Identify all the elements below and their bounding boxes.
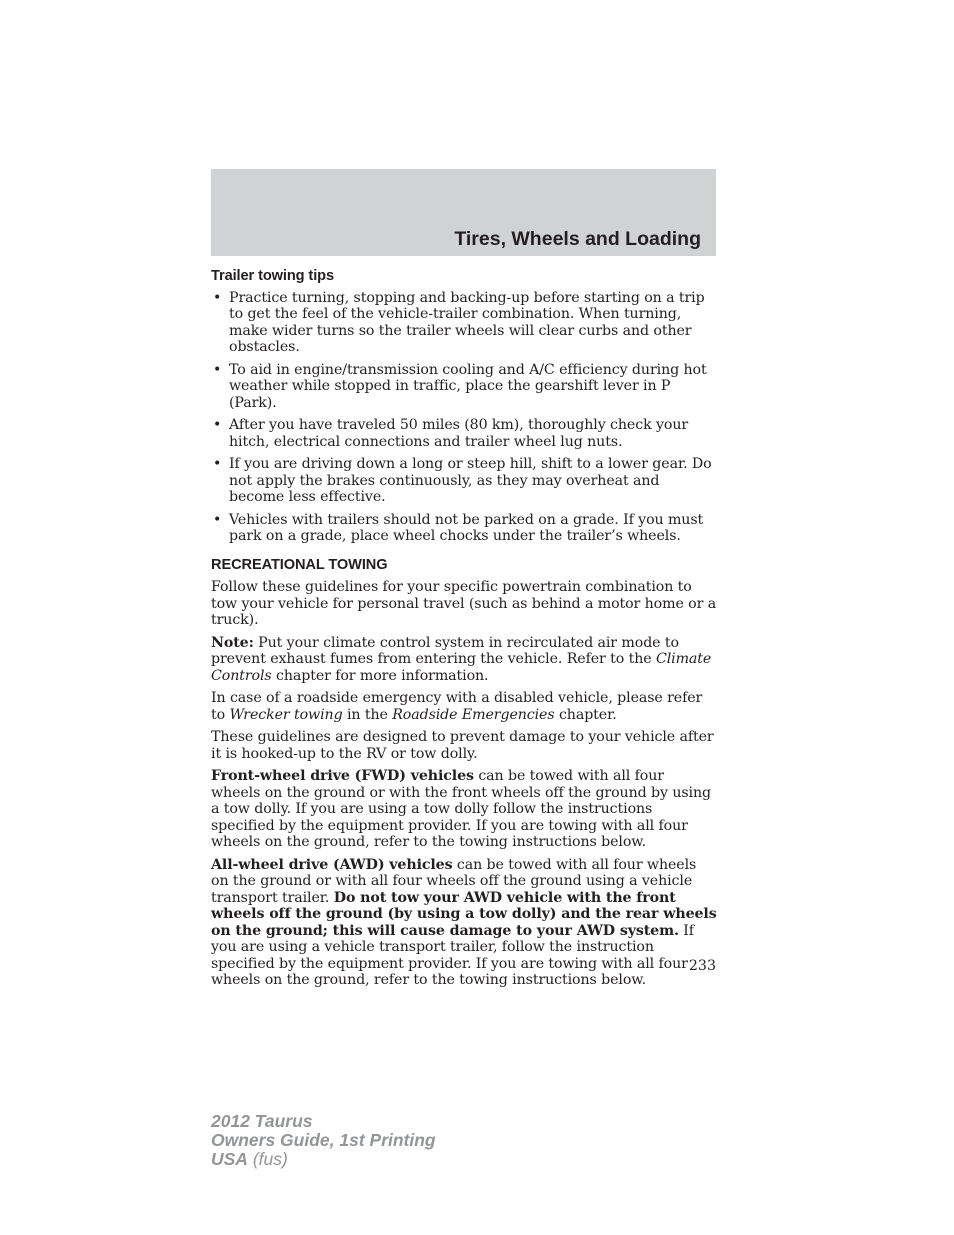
- fwd-paragraph: Front-wheel drive (FWD) vehicles can be towed with all four wheels on the ground or with the front wheels off the ground by using a tow dolly. If you are using a tow dolly follow the instructions specified by the equipment provider. If you are towing with all four wheels on the ground, refer to the towing instructions below.: [211, 768, 711, 850]
- awd-paragraph: All-wheel drive (AWD) vehicles can be towed with all four wheels on the ground or with all four wheels off the ground using a vehicle transport trailer. Do not tow your AWD vehicle with the front wheels off the ground (by using a tow dolly) and the rear wheels on the ground; this will cause damage to your AWD system. If you are using a vehicle transport trailer, follow the instruction specified by the equipment provider. If you are towing with all four wheels on the ground, refer to the towing instructions below.: [211, 856, 717, 988]
- footer-region: USA (fus): [211, 1149, 288, 1169]
- note-label: Note:: [211, 634, 254, 651]
- footer-guide: Owners Guide, 1st Printing: [211, 1130, 436, 1150]
- page-number: 233: [688, 958, 716, 974]
- climate-controls-reference: Climate Controls: [211, 651, 712, 684]
- roadside-emergencies-reference: Roadside Emergencies: [392, 706, 555, 723]
- section-title: Tires, Wheels and Loading: [454, 228, 701, 250]
- page-content: [211, 266, 717, 995]
- awd-label: All-wheel drive (AWD) vehicles: [211, 856, 453, 873]
- document-footer: [211, 1112, 436, 1169]
- awd-warning: Do not tow your AWD vehicle with the front wheels off the ground (by using a tow dolly) and the rear wheels on the ground; this will cause damage to your AWD system.: [211, 889, 717, 939]
- list-item: • If you are driving down a long or steep hill, shift to a lower gear. Do not apply the brakes continuously, as they may overheat and become less effective.: [211, 456, 717, 506]
- list-item: • Practice turning, stopping and backing-up before starting on a trip to get the feel of the vehicle-trailer combination. When turning, make wider turns so the trailer wheels will clear curbs and other obstacles.: [211, 290, 717, 356]
- emergency-paragraph: In case of a roadside emergency with a disabled vehicle, please refer to Wrecker towing in the Roadside Emergencies chapter.: [211, 690, 703, 723]
- trailer-tips-heading: Trailer towing tips: [211, 268, 334, 284]
- footer-model: 2012 Taurus: [211, 1111, 313, 1131]
- intro-paragraph: Follow these guidelines for your specific powertrain combination to tow your vehicle for personal travel (such as behind a motor home or a truck).: [211, 579, 717, 628]
- fwd-label: Front-wheel drive (FWD) vehicles: [211, 768, 474, 784]
- guidelines-paragraph: These guidelines are designed to prevent damage to your vehicle after it is hooked-up to the RV or tow dolly.: [211, 729, 714, 762]
- trailer-tips-list: [211, 290, 717, 545]
- list-item: • To aid in engine/transmission cooling and A/C efficiency during hot weather while stopped in traffic, place the gearshift lever in P (Park).: [211, 362, 717, 412]
- list-item: • Vehicles with trailers should not be parked on a grade. If you must park on a grade, place wheel chocks under the trailer’s wheels.: [211, 512, 717, 545]
- wrecker-towing-reference: Wrecker towing: [229, 706, 343, 723]
- note-paragraph: Note: Put your climate control system in recirculated air mode to prevent exhaust fumes from entering the vehicle. Refer to the Climate Controls chapter for more information.: [211, 634, 712, 684]
- section-header-band: [211, 169, 716, 256]
- list-item: • After you have traveled 50 miles (80 km), thoroughly check your hitch, electrical connections and trailer wheel lug nuts.: [211, 417, 717, 450]
- recreational-towing-heading: RECREATIONAL TOWING: [211, 556, 388, 573]
